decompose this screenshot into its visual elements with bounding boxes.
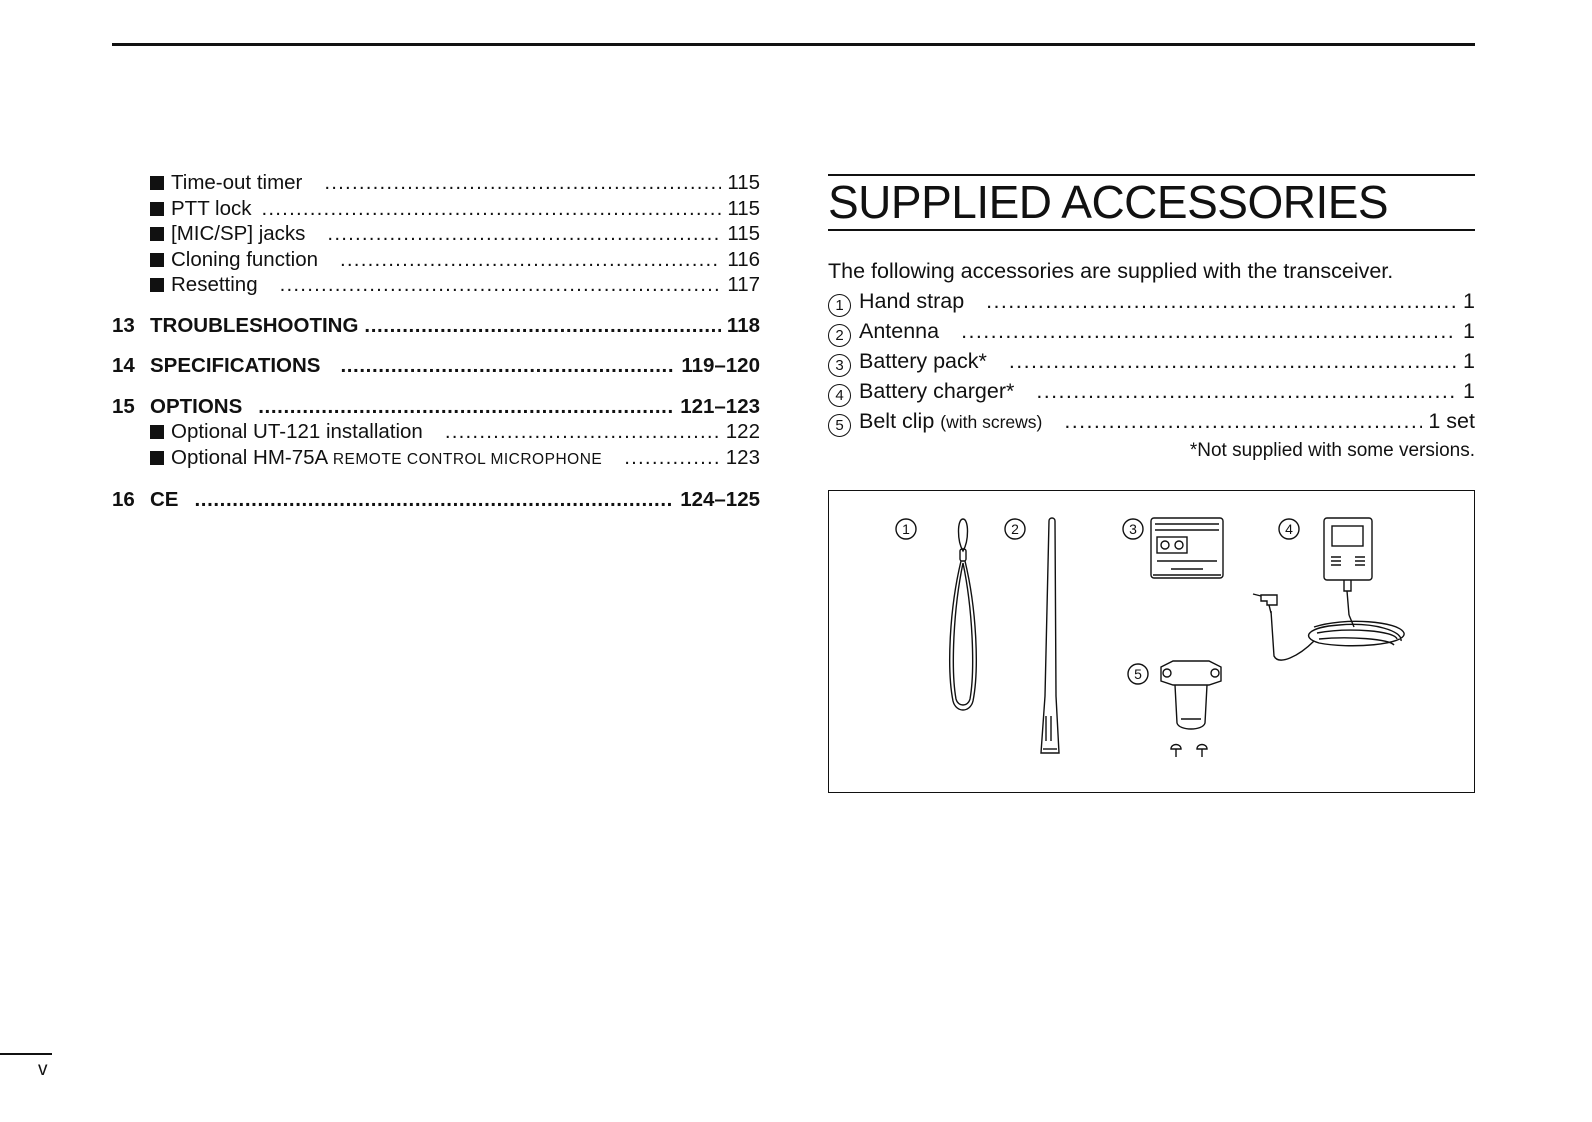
toc-entry-label: [MIC/SP] jacks — [171, 222, 306, 245]
accessories-drawing — [829, 491, 1474, 792]
dot-leader — [445, 419, 720, 445]
square-bullet-icon — [150, 176, 164, 190]
square-bullet-icon — [150, 202, 164, 216]
svg-text:4: 4 — [1285, 521, 1293, 537]
dot-leader — [340, 353, 675, 379]
accessory-name-note: (with screws) — [940, 412, 1043, 432]
toc-section-number: 15 — [112, 394, 135, 418]
table-of-contents — [112, 170, 760, 513]
accessory-item — [828, 376, 1475, 406]
square-bullet-icon — [150, 253, 164, 267]
figure-marker-5 — [1128, 664, 1148, 684]
dot-leader — [324, 170, 721, 196]
accessories-illustration — [828, 490, 1475, 793]
header-rule — [112, 43, 1475, 46]
circled-number-marker: 4 — [828, 384, 851, 407]
figure-marker-1 — [896, 519, 916, 539]
accessory-quantity: 1 — [1463, 349, 1475, 373]
accessory-item — [828, 286, 1475, 316]
toc-entry-time-out-timer[interactable] — [112, 170, 760, 196]
toc-entry-page: 115 — [727, 222, 760, 245]
square-bullet-icon — [150, 425, 164, 439]
toc-entry-label — [171, 445, 602, 473]
toc-section-page: 118 — [726, 313, 760, 337]
toc-entry-optional-hm-75a[interactable] — [112, 445, 760, 473]
dot-leader — [961, 316, 1457, 346]
toc-section-title: CE — [150, 488, 179, 511]
accessory-item — [828, 316, 1475, 346]
battery-pack-icon — [1151, 518, 1223, 578]
toc-section-ce[interactable] — [112, 487, 760, 513]
toc-entry-page: 122 — [725, 420, 760, 443]
square-bullet-icon — [150, 278, 164, 292]
accessory-item — [828, 346, 1475, 376]
toc-entry-label-small: REMOTE CONTROL MICROPHONE — [332, 450, 603, 468]
square-bullet-icon — [150, 227, 164, 241]
accessory-quantity: 1 — [1463, 319, 1475, 343]
toc-entry-ptt-lock[interactable] — [112, 196, 760, 222]
accessories-intro: The following accessories are supplied with the transceiver. — [828, 259, 1394, 283]
toc-section-number: 13 — [112, 313, 135, 337]
belt-clip-icon — [1161, 661, 1221, 757]
toc-section-title: SPECIFICATIONS — [150, 354, 321, 377]
toc-entry-resetting[interactable] — [112, 272, 760, 298]
dot-leader — [364, 313, 721, 339]
accessory-name — [859, 406, 1042, 437]
circled-number-marker: 5 — [828, 414, 851, 437]
dot-leader — [1036, 376, 1457, 406]
toc-section-specifications[interactable] — [112, 353, 760, 379]
toc-entry-page: 115 — [727, 196, 760, 220]
toc-entry-page: 123 — [725, 445, 760, 469]
figure-marker-4 — [1279, 519, 1299, 539]
dot-leader — [1064, 406, 1422, 436]
battery-charger-icon — [1253, 518, 1404, 660]
accessory-name-main: Belt clip — [859, 409, 935, 433]
section-title-box — [828, 174, 1475, 231]
dot-leader — [340, 247, 721, 273]
dot-leader — [327, 221, 721, 247]
svg-text:5: 5 — [1134, 666, 1142, 682]
accessory-name: Antenna — [859, 319, 940, 343]
toc-section-title: OPTIONS — [150, 394, 243, 418]
toc-entry-page: 115 — [727, 171, 760, 194]
circled-number-marker: 1 — [828, 294, 851, 317]
toc-entry-optional-ut-121[interactable] — [112, 419, 760, 445]
accessory-quantity: 1 — [1463, 289, 1475, 313]
circled-number-marker: 2 — [828, 324, 851, 347]
figure-marker-2 — [1005, 519, 1025, 539]
page-number: v — [38, 1059, 48, 1080]
toc-section-page: 119–120 — [681, 354, 760, 377]
hand-strap-icon — [950, 519, 977, 710]
svg-text:1: 1 — [902, 521, 910, 537]
footer-rule — [0, 1053, 52, 1055]
toc-section-number: 16 — [112, 488, 135, 511]
accessory-name: Battery charger* — [859, 379, 1015, 403]
dot-leader — [258, 394, 674, 420]
toc-section-troubleshooting[interactable] — [112, 313, 760, 339]
accessory-quantity: 1 — [1463, 379, 1475, 403]
toc-entry-page: 117 — [727, 273, 760, 296]
toc-entry-label: Optional UT-121 installation — [171, 420, 423, 443]
square-bullet-icon — [150, 451, 164, 465]
accessory-quantity: 1 set — [1428, 409, 1475, 433]
accessory-name: Hand strap — [859, 289, 965, 313]
svg-text:3: 3 — [1129, 521, 1137, 537]
toc-entry-label: Time-out timer — [171, 171, 303, 194]
toc-entry-mic-sp-jacks[interactable] — [112, 221, 760, 247]
dot-leader — [986, 286, 1457, 316]
toc-entry-cloning-function[interactable] — [112, 247, 760, 273]
accessory-name: Battery pack* — [859, 349, 987, 373]
toc-entry-page: 116 — [727, 247, 760, 271]
toc-section-number: 14 — [112, 354, 135, 377]
dot-leader — [624, 445, 720, 471]
dot-leader — [194, 487, 674, 513]
toc-section-title: TROUBLESHOOTING — [150, 313, 359, 337]
accessory-item — [828, 406, 1475, 437]
supplied-accessories-section — [828, 174, 1475, 465]
section-title: SUPPLIED ACCESSORIES — [828, 176, 1389, 228]
svg-text:2: 2 — [1011, 521, 1019, 537]
toc-entry-label-main: Optional HM-75A — [171, 445, 328, 469]
toc-section-options[interactable] — [112, 394, 760, 420]
dot-leader — [262, 196, 722, 222]
footnote: *Not supplied with some versions. — [1189, 440, 1475, 461]
antenna-icon — [1041, 518, 1059, 753]
dot-leader — [1009, 346, 1457, 376]
toc-entry-label: PTT lock — [171, 196, 252, 220]
dot-leader — [280, 272, 722, 298]
figure-marker-3 — [1123, 519, 1143, 539]
circled-number-marker: 3 — [828, 354, 851, 377]
toc-entry-label: Resetting — [171, 273, 258, 296]
toc-section-page: 121–123 — [680, 394, 760, 418]
toc-section-page: 124–125 — [680, 488, 760, 511]
toc-entry-label: Cloning function — [171, 247, 319, 271]
